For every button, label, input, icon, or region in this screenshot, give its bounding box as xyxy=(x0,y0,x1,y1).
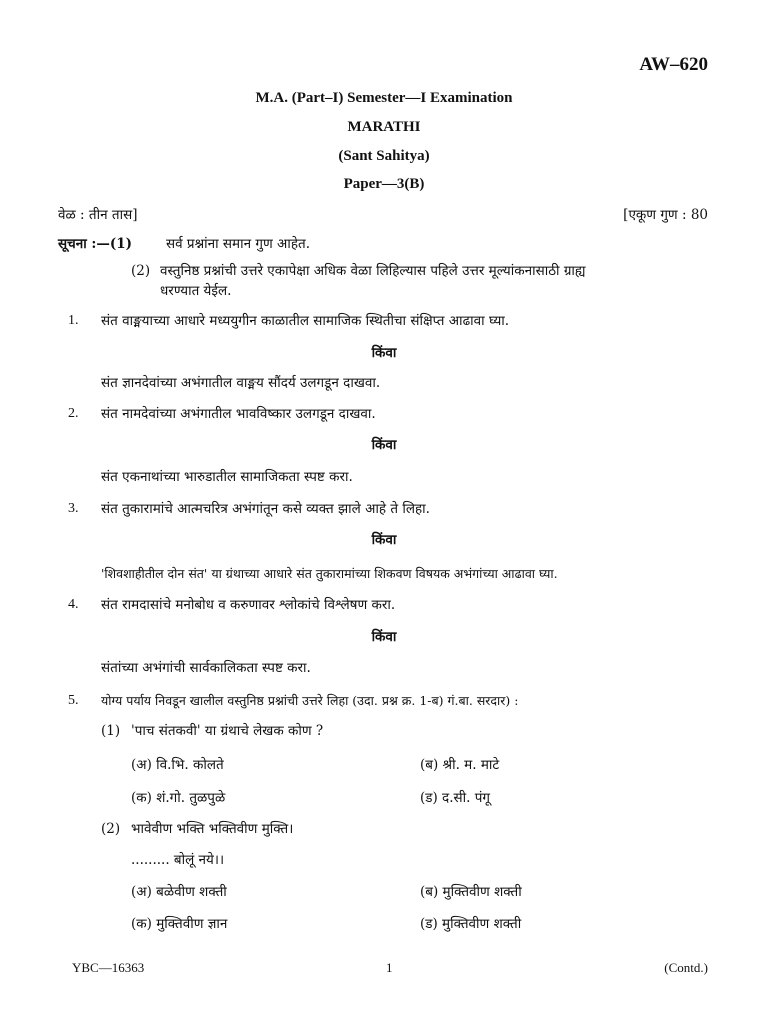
or-label-3: किंवा xyxy=(371,532,397,548)
sub-1-option-c: (क) शं.गो. तुळपुळे xyxy=(131,790,226,806)
sub-2-option-d: (ड) मुक्तिवीण शक्ती xyxy=(420,916,522,932)
sub-2-option-a: (अ) बळेवीण शक्ती xyxy=(131,884,227,900)
paper-number: Paper—3(B) xyxy=(343,176,425,192)
sub-1-option-b: (ब) श्री. म. माटे xyxy=(420,757,500,773)
footer-code: YBC—16363 xyxy=(72,960,145,975)
or-label-1: किंवा xyxy=(371,345,397,361)
or-label-4: किंवा xyxy=(371,629,397,645)
question-1-alt: संत ज्ञानदेवांच्या अभंगातील वाङ्मय सौंदर्य उलगडून दाखवा. xyxy=(101,375,381,391)
question-2-alt: संत एकनाथांच्या भारुडातील सामाजिकता स्पष्ट करा. xyxy=(101,469,353,485)
or-label-2: किंवा xyxy=(371,437,397,453)
continued-label: (Contd.) xyxy=(664,960,708,975)
sub-question-2-number: (2) xyxy=(101,821,121,837)
time-allowed: वेळ : तीन तास] xyxy=(58,207,138,223)
instruction-2-number: (2) xyxy=(131,263,151,279)
question-2-text: संत नामदेवांच्या अभंगातील भावविष्कार उलगडून दाखवा. xyxy=(101,406,376,422)
question-3-alt: 'शिवशाहीतील दोन संत' या ग्रंथाच्या आधारे संत तुकारामांच्या शिकवण विषयक अभंगांच्या आढावा घ्या. xyxy=(101,566,558,581)
sub-2-option-b: (ब) मुक्तिवीण शक्ती xyxy=(420,884,522,900)
question-5-text: योग्य पर्याय निवडून खालील वस्तुनिष्ठ प्रश्नांची उत्तरे लिहा (उदा. प्रश्न क्र. 1-ब) गं.बा. सरदार) : xyxy=(101,693,519,708)
subject-title: MARATHI xyxy=(347,119,421,135)
instruction-2-line2: धरण्यात येईल. xyxy=(160,283,232,299)
question-5-number: 5. xyxy=(68,693,79,708)
instructions-label: सूचना :—(1) xyxy=(58,236,133,252)
sub-question-2-line2: ......... बोलूं नये।। xyxy=(131,852,225,868)
page-number: 1 xyxy=(386,960,393,975)
question-3-text: संत तुकारामांचे आत्मचरित्र अभंगांतून कसे व्यक्त झाले आहे ते लिहा. xyxy=(101,501,430,517)
question-4-text: संत रामदासांचे मनोबोध व करुणावर श्लोकांचे विश्लेषण करा. xyxy=(101,597,396,613)
course-title: (Sant Sahitya) xyxy=(338,148,430,164)
sub-question-1-text: 'पाच संतकवी' या ग्रंथाचे लेखक कोण ? xyxy=(131,723,324,739)
paper-code: AW–620 xyxy=(639,54,708,75)
question-1-number: 1. xyxy=(68,313,79,328)
exam-title: M.A. (Part–I) Semester—I Examination xyxy=(255,90,513,106)
sub-question-1-number: (1) xyxy=(101,723,121,739)
question-2-number: 2. xyxy=(68,406,79,421)
sub-2-option-c: (क) मुक्तिवीण ज्ञान xyxy=(131,916,228,932)
question-4-number: 4. xyxy=(68,597,79,612)
instruction-1: सर्व प्रश्नांना समान गुण आहेत. xyxy=(166,236,311,252)
sub-1-option-d: (ड) द.सी. पंगू xyxy=(420,790,490,806)
question-4-alt: संतांच्या अभंगांची सार्वकालिकता स्पष्ट करा. xyxy=(101,660,311,676)
sub-1-option-a: (अ) वि.भि. कोलते xyxy=(131,757,224,773)
instruction-2-line1: वस्तुनिष्ठ प्रश्नांची उत्तरे एकापेक्षा अधिक वेळा लिहिल्यास पहिले उत्तर मूल्यांकनासाठी ग्राह्य xyxy=(160,263,586,279)
total-marks: [एकूण गुण : 80 xyxy=(623,207,708,223)
question-3-number: 3. xyxy=(68,501,79,516)
sub-question-2-text: भावेवीण भक्ति भक्तिवीण मुक्ति। xyxy=(131,821,294,837)
question-1-text: संत वाङ्मयाच्या आधारे मध्ययुगीन काळातील सामाजिक स्थितीचा संक्षिप्त आढावा घ्या. xyxy=(101,313,510,329)
